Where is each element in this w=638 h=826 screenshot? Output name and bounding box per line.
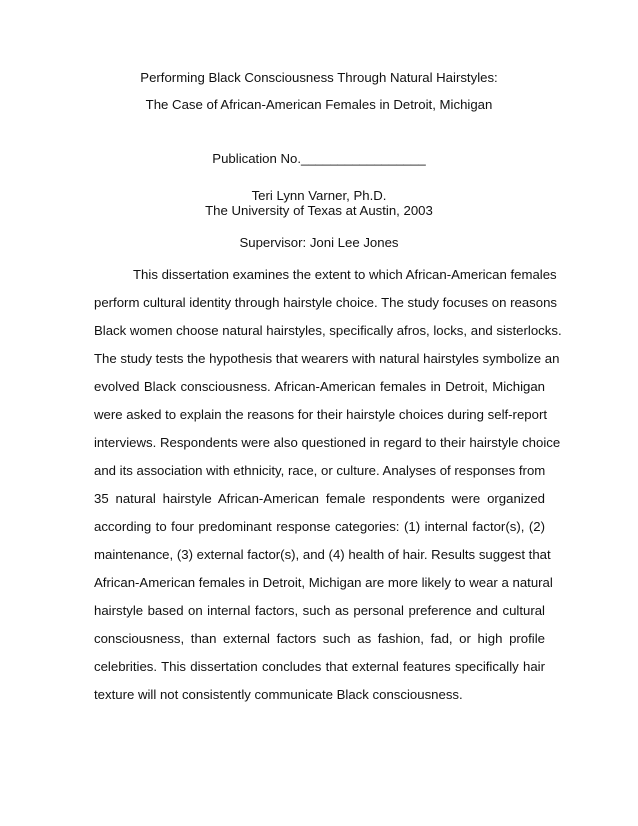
publication-number: Publication No._________________ xyxy=(212,151,426,166)
abstract-line: 35 natural hairstyle African-American female respondents were organized xyxy=(94,491,545,506)
abstract-line: perform cultural identity through hairstyle choice. The study focuses on reasons xyxy=(94,295,558,310)
abstract-line: were asked to explain the reasons for their hairstyle choices during self-report xyxy=(94,407,547,422)
title-line-2: The Case of African-American Females in Detroit, Michigan xyxy=(145,97,493,112)
supervisor-line: Supervisor: Joni Lee Jones xyxy=(239,235,399,250)
author-name: Teri Lynn Varner, Ph.D. xyxy=(251,188,387,203)
abstract-line: hairstyle based on internal factors, such as personal preference and cultural xyxy=(94,603,545,618)
abstract-line: interviews. Respondents were also questioned in regard to their hairstyle choice xyxy=(94,435,561,450)
abstract-line: according to four predominant response categories: (1) internal factor(s), (2) xyxy=(94,519,545,534)
abstract-line: celebrities. This dissertation concludes that external features specifically hair xyxy=(94,659,545,674)
title-line-1: Performing Black Consciousness Through Natural Hairstyles: xyxy=(140,70,498,85)
abstract-line: This dissertation examines the extent to which African-American females xyxy=(133,267,557,282)
author-institution: The University of Texas at Austin, 2003 xyxy=(205,203,433,218)
abstract-line: texture will not consistently communicate Black consciousness. xyxy=(94,687,463,702)
abstract-line: African-American females in Detroit, Michigan are more likely to wear a natural xyxy=(94,575,553,590)
abstract-line: Black women choose natural hairstyles, specifically afros, locks, and sisterlocks. xyxy=(94,323,562,338)
abstract-line: The study tests the hypothesis that wearers with natural hairstyles symbolize an xyxy=(94,351,560,366)
abstract-line: evolved Black consciousness. African-American females in Detroit, Michigan xyxy=(94,379,545,394)
abstract-line: consciousness, than external factors such as fashion, fad, or high profile xyxy=(94,631,545,646)
abstract-line: maintenance, (3) external factor(s), and (4) health of hair. Results suggest that xyxy=(94,547,551,562)
abstract-line: and its association with ethnicity, race, or culture. Analyses of responses from xyxy=(94,463,546,478)
